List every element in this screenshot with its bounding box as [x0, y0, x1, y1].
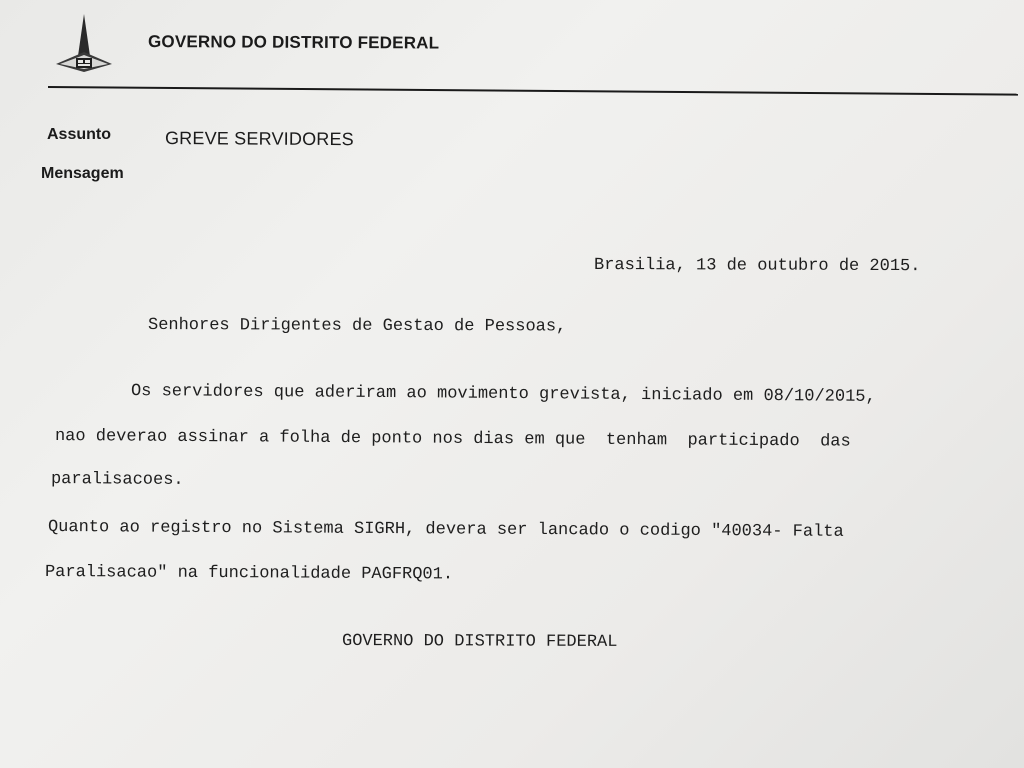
org-title: GOVERNO DO DISTRITO FEDERAL — [147, 32, 440, 53]
gdf-brasao-icon — [50, 12, 118, 78]
salutation: Senhores Dirigentes de Gestao de Pessoas, — [147, 316, 567, 337]
body-line: Os servidores que aderiram ao movimento grevista, iniciado em 08/10/2015, — [130, 382, 876, 407]
subject-value: GREVE SERVIDORES — [164, 128, 354, 150]
signature: GOVERNO DO DISTRITO FEDERAL — [341, 632, 618, 652]
subject-label: Assunto — [47, 126, 111, 143]
body-line: paralisacoes. — [50, 470, 184, 490]
body-line: nao deverao assinar a folha de ponto nos dias em que tenham participado das — [54, 427, 851, 452]
date-line: Brasilia, 13 de outubro de 2015. — [593, 256, 921, 277]
header-divider — [48, 86, 1018, 96]
message-label: Mensagem — [41, 165, 124, 182]
body-line: Quanto ao registro no Sistema SIGRH, devera ser lancado o codigo "40034- Falta — [47, 518, 844, 542]
body-line: Paralisacao" na funcionalidade PAGFRQ01. — [44, 563, 454, 585]
